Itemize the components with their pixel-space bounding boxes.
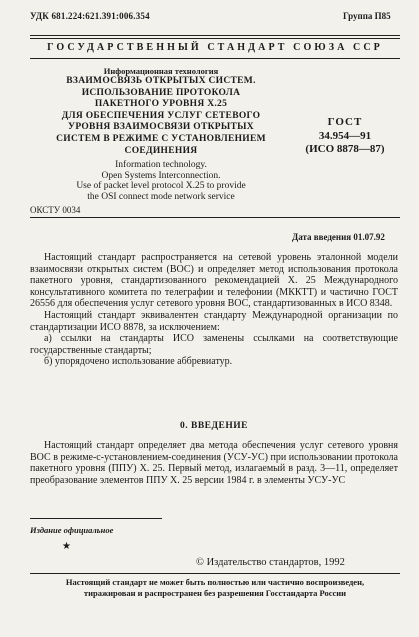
body-top: [30, 252, 398, 368]
udk-code: УДК 681.224:621.391:006.354: [30, 11, 150, 21]
top-rule-2: [30, 38, 400, 39]
gost-number: 34.954—91: [318, 130, 372, 142]
section-heading: 0. ВВЕДЕНИЕ: [180, 421, 248, 431]
paragraph: б) упорядочено использование аббревиатур.: [44, 356, 233, 368]
title-category: Информационная технология: [103, 66, 219, 76]
notice-rule: [30, 573, 400, 574]
english-title-line: the OSI connect mode network service: [87, 191, 235, 202]
star-icon: ★: [62, 541, 71, 552]
heading-rule: [30, 58, 400, 59]
gost-label: ГОСТ: [327, 116, 363, 128]
english-title: [30, 160, 292, 202]
english-title-line: Information technology.: [115, 160, 207, 170]
okstu-code: ОКСТУ 0034: [30, 205, 81, 215]
title-line: ДЛЯ ОБЕСПЕЧЕНИЯ УСЛУГ СЕТЕВОГО: [61, 110, 261, 121]
body-intro: [30, 440, 398, 486]
top-rule: [30, 35, 400, 36]
title-line: ВЗАИМОСВЯЗЬ ОТКРЫТЫХ СИСТЕМ.: [66, 76, 256, 86]
title-line: ПАКЕТНОГО УРОВНЯ X.25: [94, 99, 228, 110]
introduction-date: Дата введения 01.07.92: [292, 232, 385, 242]
group-code: Группа П85: [343, 11, 391, 21]
document-title: [30, 66, 292, 157]
paragraph: Настоящий стандарт распространяется на сетевой уровень эталонной модели взаимосвязи открытых систем (ВОС) и определяет метод использования протокола пакетного уровня, стандартизованного рекомендацией X. 25 Международного консультативного комитета по телеграфии и телефонии (МККТТ) и частично ГОСТ 26556 для обеспечения услуг сетевого уровня ВОС, стандартизованных в ИСО 8348.: [30, 252, 398, 310]
english-title-line: Use of packet level protocol X.25 to provide: [76, 181, 246, 191]
notice-line: тиражирован и распространен без разрешения Госстандарта России: [83, 588, 347, 598]
title-line: СОЕДИНЕНИЯ: [124, 145, 198, 156]
paragraph: а) ссылки на стандарты ИСО заменены ссылками на соответствующие государственные стандарты;: [30, 333, 398, 356]
iso-number: (ИСО 8878—87): [305, 143, 385, 155]
state-standard-heading: ГОСУДАРСТВЕННЫЙ СТАНДАРТ СОЮЗА ССР: [47, 42, 383, 53]
paragraph: Настоящий стандарт эквивалентен стандарту Международной организации по стандартизации ИСО 8878, за исключением:: [30, 309, 398, 333]
official-edition-label: Издание официальное: [30, 525, 114, 535]
title-bottom-rule: [30, 217, 400, 218]
english-title-line: Open Systems Interconnection.: [101, 170, 221, 181]
copyright-notice: © Издательство стандартов, 1992: [196, 557, 345, 568]
title-line: СИСТЕМ В РЕЖИМЕ С УСТАНОВЛЕНИЕМ: [56, 133, 266, 144]
paragraph: Настоящий стандарт определяет два метода обеспечения услуг сетевого уровня ВОС в режиме-с-установлением-соединения (УСУ-УС) при использовании протокола пакетного уровня (ППУ) X. 25. Первый метод, излагаемый в разд. 3—11, определяет преобразование элементов ППУ X. 25 версии 1984 г. в элементы УСУ-УС: [30, 440, 398, 486]
title-line: ИСПОЛЬЗОВАНИЕ ПРОТОКОЛА: [81, 87, 241, 98]
notice-line: Настоящий стандарт не может быть полностью или частично воспроизведен,: [65, 577, 365, 587]
gost-number-block: [290, 114, 400, 156]
reproduction-notice: [30, 577, 400, 599]
footnote-rule: [30, 518, 162, 519]
title-line: УРОВНЯ ВЗАИМОСВЯЗИ ОТКРЫТЫХ: [68, 122, 254, 133]
